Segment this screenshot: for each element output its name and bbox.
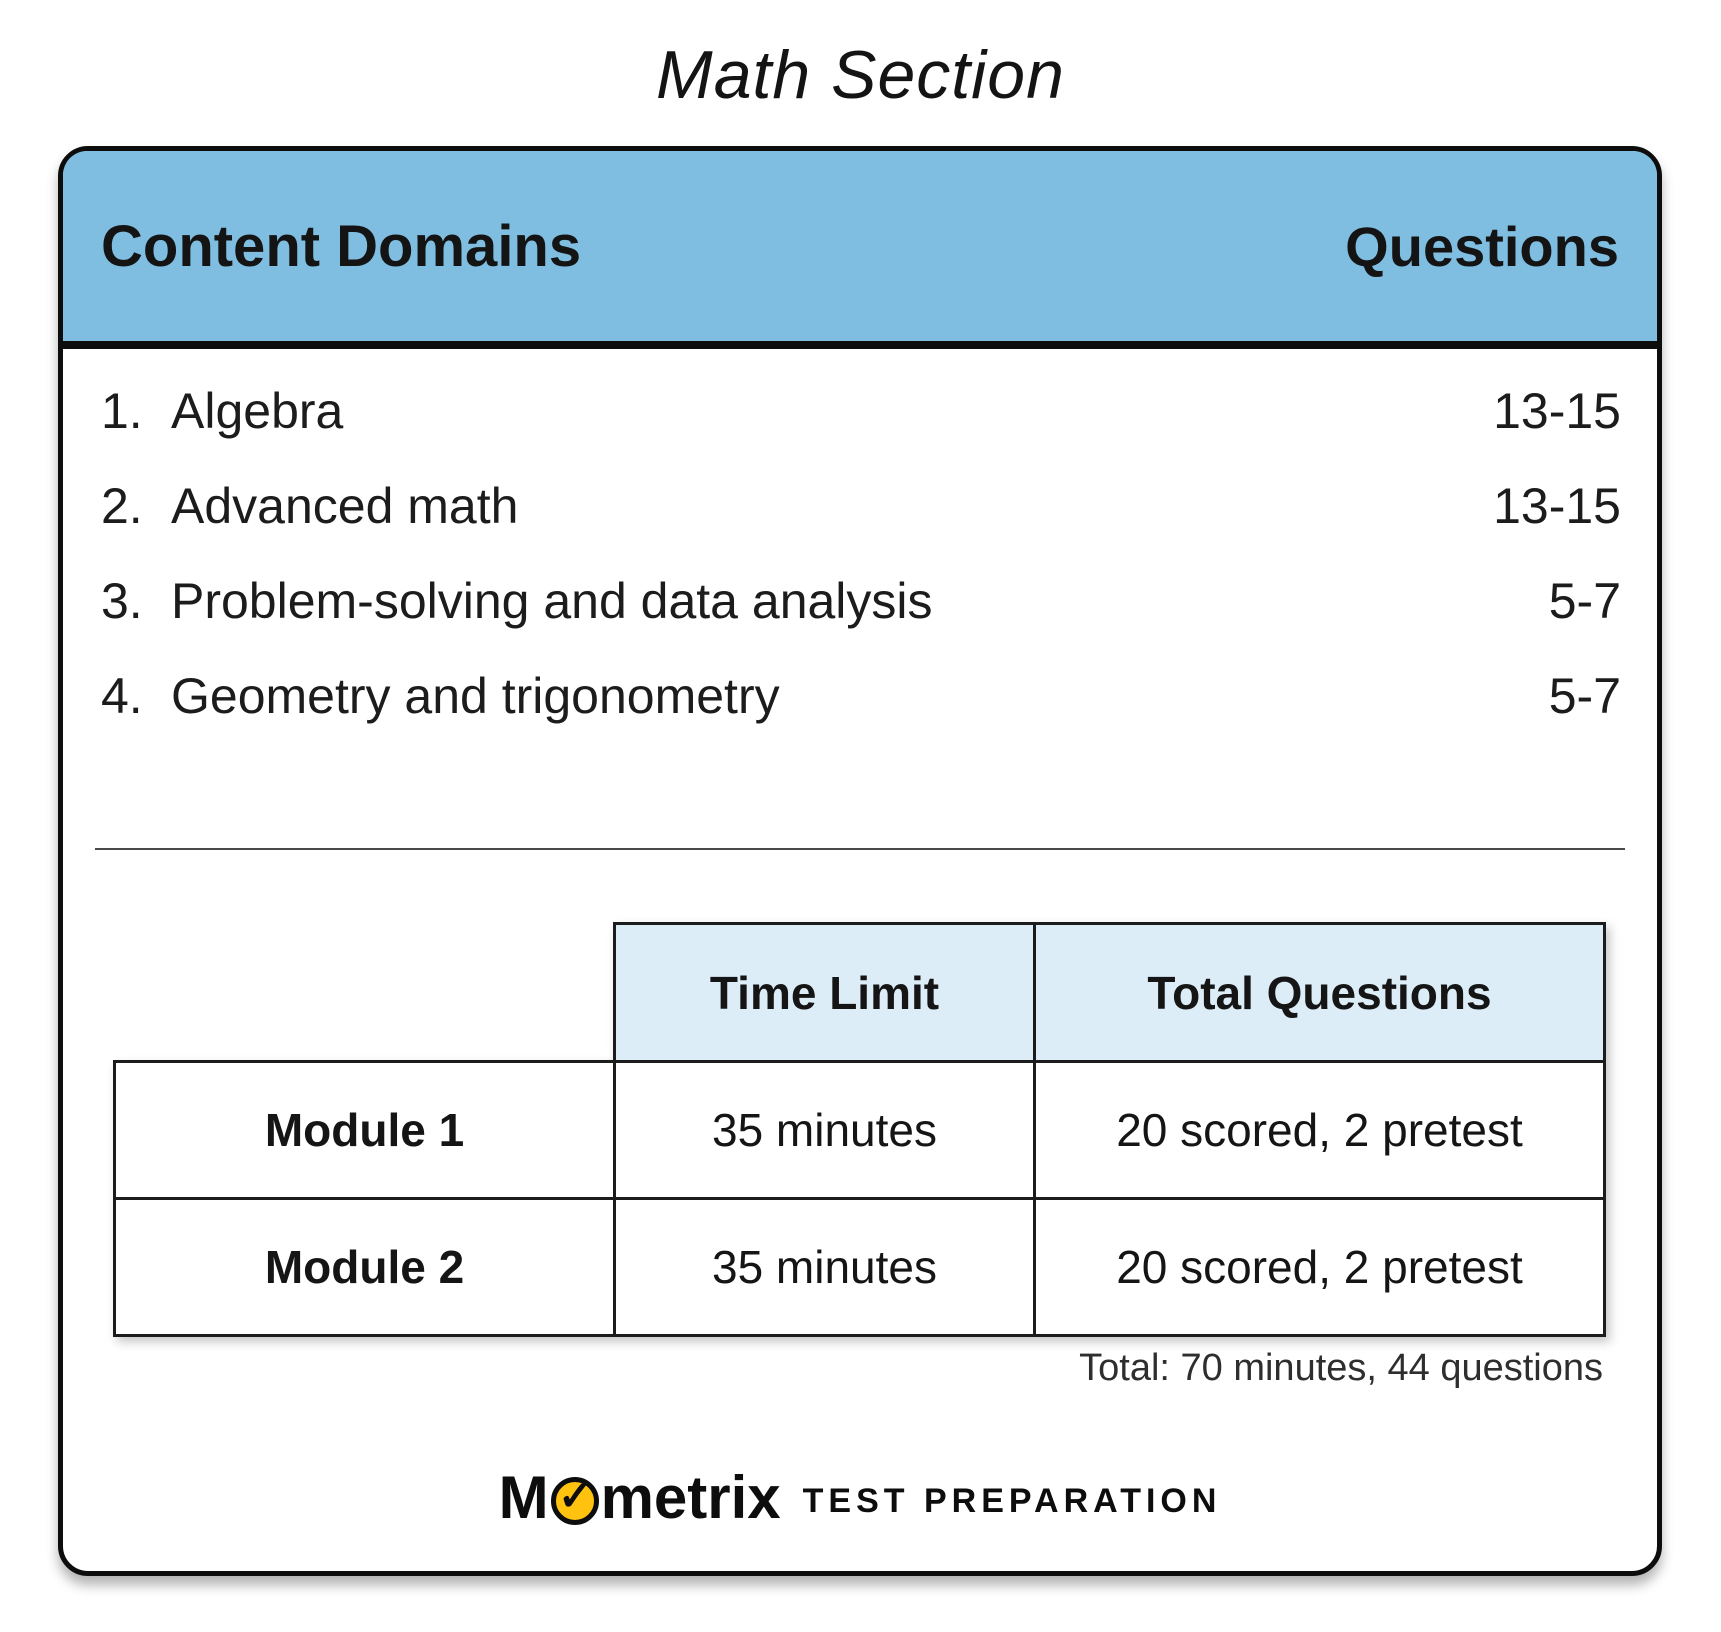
section-divider [95,848,1625,850]
math-section-card [58,146,1662,1576]
total-questions-column-header: Total Questions [1035,924,1605,1062]
item-question-count: 13-15 [1493,382,1621,439]
list-item [101,458,1621,553]
content-domains-list [63,349,1657,743]
mometrix-logo [63,1463,1657,1532]
item-number: 2. [101,477,143,534]
total-questions-cell: 20 scored, 2 pretest [1035,1199,1605,1336]
time-limit-cell: 35 minutes [615,1199,1035,1336]
item-label: Advanced math [171,477,519,534]
time-limit-cell: 35 minutes [615,1062,1035,1199]
list-item [101,553,1621,648]
total-questions-cell: 20 scored, 2 pretest [1035,1062,1605,1199]
table-header-spacer [115,924,615,1062]
time-limit-column-header: Time Limit [615,924,1035,1062]
table-row [115,1062,1605,1199]
item-number: 3. [101,572,143,629]
mometrix-wordmark [499,1463,781,1532]
item-label: Problem-solving and data analysis [171,572,933,629]
modules-table [113,922,1606,1337]
module-label-cell: Module 2 [115,1199,615,1336]
total-summary-note: Total: 70 minutes, 44 questions [1079,1347,1603,1389]
checkmark-circle-icon [551,1471,599,1525]
item-label: Geometry and trigonometry [171,667,780,724]
table-header-row [115,924,1605,1062]
logo-tagline: TEST PREPARATION [802,1482,1222,1520]
content-domains-heading: Content Domains [101,213,582,279]
list-item [101,363,1621,458]
item-question-count: 5-7 [1548,572,1621,629]
module-label-cell: Module 1 [115,1062,615,1199]
table-row [115,1199,1605,1336]
item-label: Algebra [171,382,344,439]
card-header [63,151,1657,349]
check-icon: ✓ [557,1471,594,1519]
item-number: 4. [101,667,143,724]
wordmark-rest: metrix [600,1464,781,1531]
card-inner [63,151,1657,1571]
wordmark-m: M [498,1464,549,1531]
item-question-count: 5-7 [1548,667,1621,724]
list-item [101,648,1621,743]
item-question-count: 13-15 [1493,477,1621,534]
questions-heading: Questions [1345,214,1619,278]
item-number: 1. [101,382,143,439]
page-title: Math Section [656,37,1065,113]
